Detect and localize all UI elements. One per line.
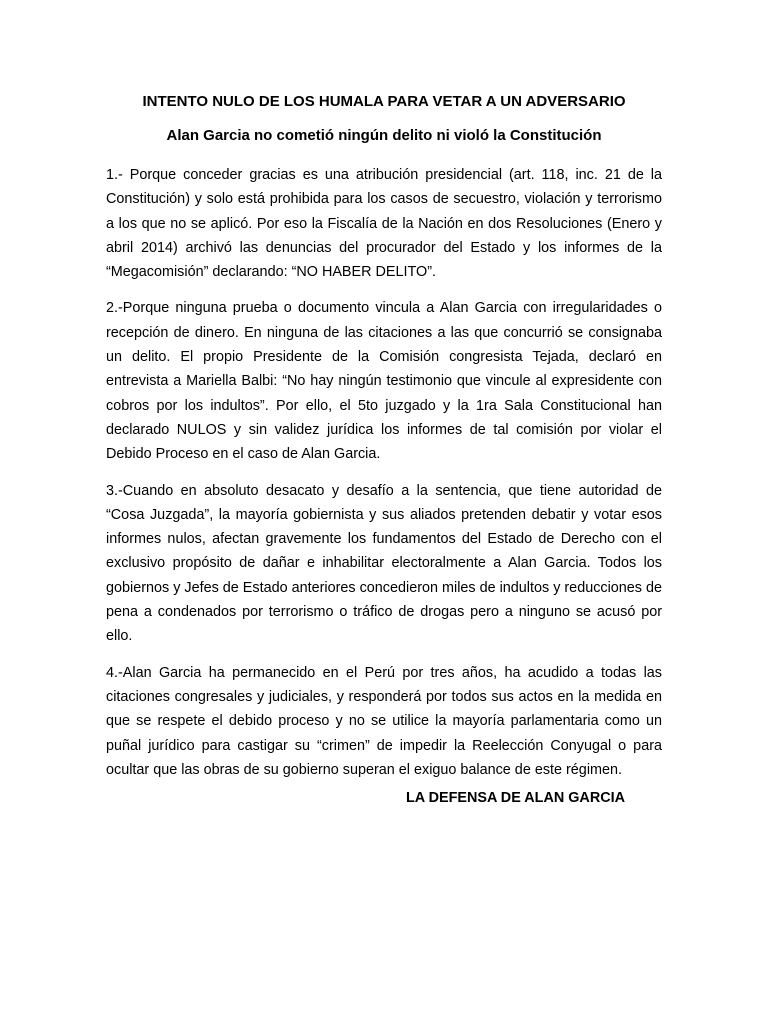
document-subtitle: Alan Garcia no cometió ningún delito ni violó la Constitución [166, 127, 602, 144]
paragraph-2: 2.-Porque ninguna prueba o documento vincula a Alan Garcia con irregularidades o recepción de dinero. En ninguna de las citaciones a las que concurrió se consignaba un delito. El propio Presidente de la Comisión congresista Tejada, declaró en entrevista a Mariella Balbi: “No hay ningún testimonio que vincule al expresidente con cobros por los indultos”. Por ello, el 5to juzgado y la 1ra Sala Constitucional han declarado NULOS y sin validez jurídica los informes de tal comisión por violar el Debido Proceso en el caso de Alan Garcia. [106, 300, 662, 463]
signature: LA DEFENSA DE ALAN GARCIA [405, 790, 625, 807]
paragraph-4: 4.-Alan Garcia ha permanecido en el Perú por tres años, ha acudido a todas las citaciones congresales y judiciales, y responderá por todos sus actos en la medida en que se respete el debido proceso y no se utilice la mayoría parlamentaria como un puñal jurídico para castigar su “crimen” de impedir la Reelección Conyugal o para ocultar que las obras de su gobierno superan el exiguo balance de este régimen. [106, 664, 662, 778]
document-page [106, 88, 662, 810]
paragraph-1: 1.- Porque conceder gracias es una atribución presidencial (art. 118, inc. 21 de la Constitución) y solo está prohibida para los casos de secuestro, violación y terrorismo a los que no se aplicó. Por eso la Fiscalía de la Nación en dos Resoluciones (Enero y abril 2014) archivó las denuncias del procurador del Estado y los informes de la “Megacomisión” declarando: “NO HABER DELITO”. [106, 167, 662, 281]
document-title: INTENTO NULO DE LOS HUMALA PARA VETAR A UN ADVERSARIO [142, 93, 626, 110]
paragraph-3: 3.-Cuando en absoluto desacato y desafío a la sentencia, que tiene autoridad de “Cosa Juzgada”, la mayoría gobiernista y sus aliados pretenden debatir y votar esos informes nulos, afectan gravemente los fundamentos del Estado de Derecho con el exclusivo propósito de dañar e inhabilitar electoralmente a Alan Garcia. Todos los gobiernos y Jefes de Estado anteriores concedieron miles de indultos y reducciones de pena a condenados por terrorismo o tráfico de drogas pero a ninguno se acusó por ello. [106, 482, 662, 645]
